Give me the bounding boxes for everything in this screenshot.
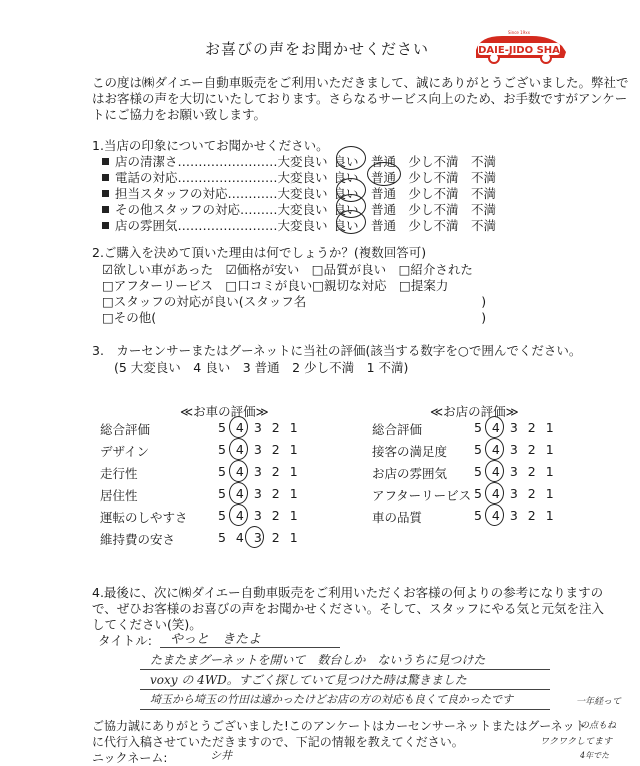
store-rating-label: お店の雰囲気 xyxy=(372,466,448,481)
rating-circle xyxy=(485,460,504,482)
title-value: やっと きたよ xyxy=(170,632,262,647)
side-note-2: の点もね xyxy=(580,721,617,731)
q1-item-name: 店の雰囲気……………………大変良い xyxy=(115,218,328,233)
page-title: お喜びの声をお聞かせください xyxy=(205,40,430,58)
logo-text: DAIE-JIDO SHA xyxy=(478,45,560,56)
car-rating-scale: 5 4 3 2 1 xyxy=(218,530,301,545)
company-logo xyxy=(470,28,570,66)
rating-circle xyxy=(485,416,504,438)
q1-item-name: 電話の対応……………………大変良い xyxy=(115,170,328,185)
q4-label: 4.最後に、次に㈱ダイエー自動車販売をご利用いただくお客様の何よりの参考になりますの xyxy=(92,585,604,600)
intro-line-2: はお客様の声を大切にいたしております。さらなるサービス向上のため、お手数ですがアンケー xyxy=(92,91,628,106)
car-rating-scale: 5 4 3 2 1 xyxy=(218,486,301,501)
comment-line-2: voxy の 4WD。すごく探していて見つけた時は驚きました xyxy=(150,673,467,687)
intro-line-3: トにご協力をお願い致します。 xyxy=(92,107,267,122)
selection-circle xyxy=(336,146,366,170)
rating-circle xyxy=(485,438,504,460)
q2-options-line-1: ☑欲しい車があった ☑価格が安い □品質が良い □紹介された xyxy=(102,262,473,277)
q2-options-line-3: □スタッフの対応が良い(スタッフ名 ) xyxy=(102,294,487,309)
rating-circle xyxy=(485,482,504,504)
q1-item-options: 良い 普通 少し不満 不満 xyxy=(333,202,497,217)
intro-line-1: この度は㈱ダイエー自動車販売をご利用いただきまして、誠にありがとうございました。弊社で xyxy=(92,75,629,90)
comment-underline xyxy=(140,689,550,690)
side-note-4: 4年でた xyxy=(580,751,610,760)
comment-line-1: たまたまグーネットを開いて 数台しか ないうちに見つけた xyxy=(150,653,486,667)
title-underline xyxy=(160,647,340,648)
car-rating-header: ≪お車の評価≫ xyxy=(180,404,269,419)
q3-label: 3. カーセンサーまたはグーネットに当社の評価(該当する数字を○で囲んでください。 xyxy=(92,343,582,358)
car-rating-label: 維持費の安さ xyxy=(100,532,176,547)
store-rating-label: 接客の満足度 xyxy=(372,444,448,459)
q1-item-name: 担当スタッフの対応…………大変良い xyxy=(115,186,328,201)
bullet-icon xyxy=(102,206,109,213)
car-rating-scale: 5 4 3 2 1 xyxy=(218,508,301,523)
store-rating-scale: 5 4 3 2 1 xyxy=(474,442,557,457)
store-rating-label: 車の品質 xyxy=(372,510,423,525)
car-rating-label: 居住性 xyxy=(100,488,138,503)
q1-item-options: 良い 普通 少し不満 不満 xyxy=(333,218,497,233)
rating-circle xyxy=(229,416,248,438)
store-rating-label: アフターリービス xyxy=(372,488,472,503)
q4-line-2: で、ぜひお客様のお喜びの声をお聞かせください。そして、スタッフにやる気と元気を注入 xyxy=(92,601,605,616)
store-rating-label: 総合評価 xyxy=(372,422,423,437)
rating-circle xyxy=(229,504,248,526)
comment-underline xyxy=(140,669,550,670)
q2-label: 2.ご購入を決めて頂いた理由は何でしょうか？(複数回答可) xyxy=(92,245,427,260)
comment-line-3: 埼玉から埼玉の竹田は遠かったけどお店の方の対応も良くて良かったです xyxy=(150,693,513,706)
rating-circle xyxy=(229,460,248,482)
car-rating-scale: 5 4 3 2 1 xyxy=(218,420,301,435)
logo-tagline: Since 19xx xyxy=(508,30,530,35)
selection-circle xyxy=(336,210,366,234)
rating-circle xyxy=(229,438,248,460)
car-rating-scale: 5 4 3 2 1 xyxy=(218,442,301,457)
store-rating-scale: 5 4 3 2 1 xyxy=(474,486,557,501)
q4-line-3: してください(笑)。 xyxy=(92,617,202,632)
q1-row xyxy=(102,216,496,234)
car-rating-scale: 5 4 3 2 1 xyxy=(218,464,301,479)
car-rating-label: デザイン xyxy=(100,444,150,459)
q1-item-name: 店の清潔さ……………………大変良い xyxy=(115,154,328,169)
rating-circle xyxy=(229,482,248,504)
q3-scale: (5 大変良い 4 良い 3 普通 2 少し不満 1 不満) xyxy=(114,360,409,375)
side-note-3: ワクワクしてます xyxy=(540,737,613,747)
q1-item-options: 良い 普通 少し不満 不満 xyxy=(333,154,497,169)
q1-item-name: その他スタッフの対応………大変良い xyxy=(115,202,328,217)
car-rating-label: 走行性 xyxy=(100,466,138,481)
bullet-icon xyxy=(102,174,109,181)
q1-item-options: 良い 普通 少し不満 不満 xyxy=(333,170,497,185)
rating-circle xyxy=(245,526,264,548)
footer-line-1: ご協力誠にありがとうございました!このアンケートはカーセンサーネットまたはグーネット xyxy=(92,719,587,733)
car-rating-label: 総合評価 xyxy=(100,422,151,437)
q1-label: 1.当店の印象についてお聞かせください。 xyxy=(92,138,329,153)
rating-circle xyxy=(485,504,504,526)
store-rating-scale: 5 4 3 2 1 xyxy=(474,420,557,435)
bullet-icon xyxy=(102,222,109,229)
store-rating-scale: 5 4 3 2 1 xyxy=(474,464,557,479)
side-note-1: 一年経って xyxy=(576,697,622,707)
car-rating-label: 運転のしやすさ xyxy=(100,510,188,525)
footer-line-2: に代行入稿させていただきますので、下記の情報を教えてください。 xyxy=(92,735,464,749)
comment-underline xyxy=(140,709,550,710)
nickname-label: ニックネーム: xyxy=(92,751,168,765)
q1-item-options: 良い 普通 少し不満 不満 xyxy=(333,186,497,201)
store-rating-scale: 5 4 3 2 1 xyxy=(474,508,557,523)
selection-circle xyxy=(367,162,401,186)
nickname-value: シ井 xyxy=(210,749,232,762)
bullet-icon xyxy=(102,190,109,197)
q2-options-line-4: □その他( ) xyxy=(102,310,487,325)
q2-options-line-2: □アフターリービス □口コミが良い□親切な対応 □提案力 xyxy=(102,278,449,293)
store-rating-header: ≪お店の評価≫ xyxy=(430,404,519,419)
title-label: タイトル: xyxy=(98,633,152,648)
bullet-icon xyxy=(102,158,109,165)
